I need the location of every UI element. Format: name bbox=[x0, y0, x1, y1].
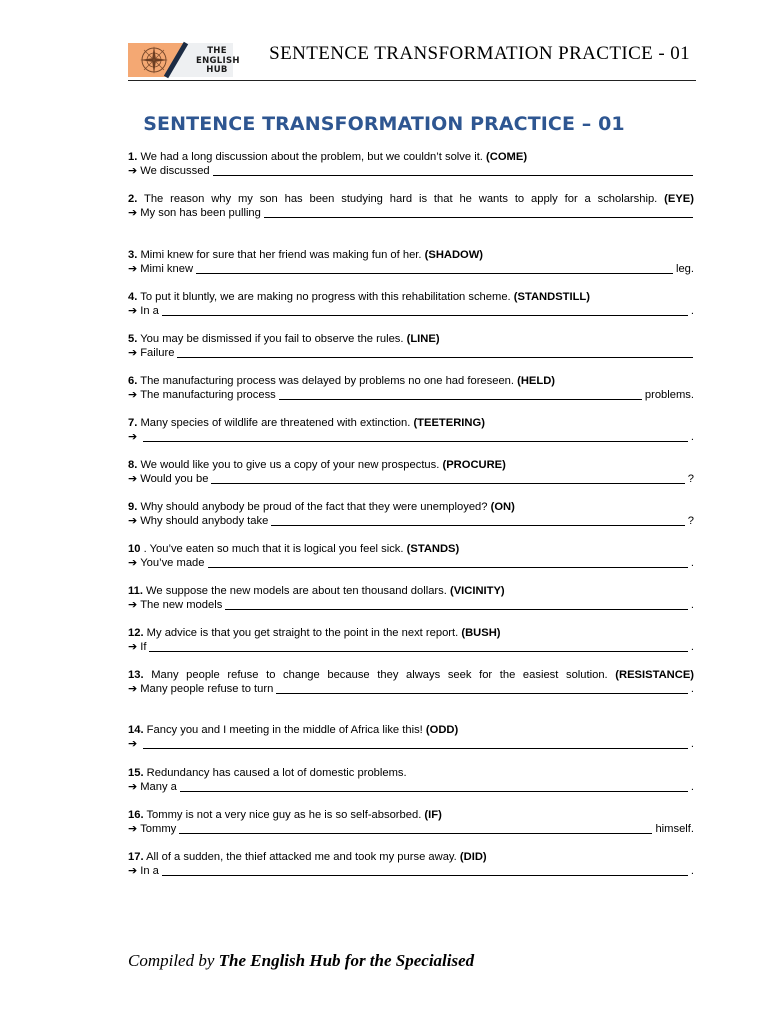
question-text: We would like you to give us a copy of your new prospectus. bbox=[140, 459, 440, 471]
answer-blank[interactable] bbox=[225, 599, 688, 610]
question-number: 6. bbox=[128, 375, 138, 387]
question-text: You may be dismissed if you fail to observe the rules. bbox=[140, 333, 404, 345]
question-item bbox=[128, 458, 694, 486]
question-prompt bbox=[128, 542, 694, 556]
page-header bbox=[128, 40, 696, 82]
arrow-icon: ➔ bbox=[128, 206, 138, 219]
question-number: 5. bbox=[128, 333, 138, 345]
answer-blank[interactable] bbox=[279, 389, 642, 400]
answer-blank[interactable] bbox=[179, 823, 652, 834]
answer-end: problems. bbox=[644, 389, 694, 401]
answer-start: The new models bbox=[140, 599, 223, 611]
answer-line bbox=[128, 640, 694, 654]
question-prompt bbox=[128, 416, 694, 430]
answer-line bbox=[128, 514, 694, 528]
answer-line bbox=[128, 822, 694, 836]
arrow-icon: ➔ bbox=[128, 346, 138, 359]
answer-line bbox=[128, 737, 694, 751]
answer-start: My son has been pulling bbox=[140, 207, 261, 219]
question-item bbox=[128, 150, 694, 178]
answer-start: Failure bbox=[140, 347, 175, 359]
answer-start: Many a bbox=[140, 781, 177, 793]
question-number: 7. bbox=[128, 417, 138, 429]
answer-end: . bbox=[690, 431, 694, 443]
answer-blank[interactable] bbox=[208, 557, 688, 568]
question-text: The reason why my son has been studying hard is that he wants to apply for a scholarship. bbox=[144, 193, 658, 205]
question-item bbox=[128, 290, 694, 318]
question-prompt bbox=[128, 766, 694, 780]
keyword: (STANDSTILL) bbox=[513, 291, 590, 303]
question-prompt bbox=[128, 374, 694, 388]
question-prompt bbox=[128, 248, 694, 262]
answer-end: . bbox=[690, 557, 694, 569]
question-number: 4. bbox=[128, 291, 138, 303]
answer-line bbox=[128, 864, 694, 878]
arrow-icon: ➔ bbox=[128, 164, 138, 177]
keyword: (STANDS) bbox=[406, 543, 460, 555]
answer-line bbox=[128, 304, 694, 318]
answer-blank[interactable] bbox=[264, 207, 693, 218]
keyword: (ON) bbox=[490, 501, 515, 513]
answer-end: . bbox=[690, 305, 694, 317]
question-number: 12. bbox=[128, 627, 144, 639]
answer-end: . bbox=[690, 683, 694, 695]
keyword: (IF) bbox=[424, 809, 442, 821]
answer-blank[interactable] bbox=[177, 347, 693, 358]
answer-end: ? bbox=[687, 515, 694, 527]
question-item bbox=[128, 584, 694, 612]
question-prompt bbox=[128, 458, 694, 472]
answer-start: The manufacturing process bbox=[140, 389, 276, 401]
question-number: 9. bbox=[128, 501, 138, 513]
answer-end: ? bbox=[687, 473, 694, 485]
question-number: 10 bbox=[128, 543, 141, 555]
question-number: 1. bbox=[128, 151, 138, 163]
keyword: (SHADOW) bbox=[424, 249, 484, 261]
arrow-icon: ➔ bbox=[128, 822, 138, 835]
question-prompt bbox=[128, 332, 694, 346]
question-text: My advice is that you get straight to the point in the next report. bbox=[146, 627, 459, 639]
answer-end: . bbox=[690, 738, 694, 750]
question-text: We had a long discussion about the problem, but we couldn’t solve it. bbox=[140, 151, 483, 163]
question-item bbox=[128, 500, 694, 528]
question-prompt bbox=[128, 808, 694, 822]
question-number: 17. bbox=[128, 851, 144, 863]
answer-start: You’ve made bbox=[140, 557, 205, 569]
question-number: 16. bbox=[128, 809, 144, 821]
question-item bbox=[128, 850, 694, 878]
question-number: 3. bbox=[128, 249, 138, 261]
question-number: 8. bbox=[128, 459, 138, 471]
arrow-icon: ➔ bbox=[128, 640, 138, 653]
question-prompt bbox=[128, 290, 694, 304]
keyword: (PROCURE) bbox=[442, 459, 506, 471]
answer-line bbox=[128, 206, 694, 220]
answer-line bbox=[128, 598, 694, 612]
question-text: We suppose the new models are about ten thousand dollars. bbox=[146, 585, 447, 597]
question-text: Mimi knew for sure that her friend was making fun of her. bbox=[140, 249, 422, 261]
arrow-icon: ➔ bbox=[128, 737, 138, 750]
question-number: 11. bbox=[128, 585, 143, 597]
answer-end: leg. bbox=[675, 263, 694, 275]
answer-start: In a bbox=[140, 305, 159, 317]
answer-line bbox=[128, 472, 694, 486]
arrow-icon: ➔ bbox=[128, 598, 138, 611]
arrow-icon: ➔ bbox=[128, 780, 138, 793]
question-item bbox=[128, 248, 694, 276]
answer-blank[interactable] bbox=[213, 165, 693, 176]
question-prompt bbox=[128, 192, 694, 206]
question-prompt bbox=[128, 626, 694, 640]
answer-line bbox=[128, 682, 694, 696]
question-item bbox=[128, 766, 694, 794]
logo: THE ENGLISH HUB bbox=[128, 43, 233, 77]
question-item bbox=[128, 668, 694, 696]
arrow-icon: ➔ bbox=[128, 430, 138, 443]
arrow-icon: ➔ bbox=[128, 682, 138, 695]
answer-end: . bbox=[690, 641, 694, 653]
question-text: . You’ve eaten so much that it is logical you feel sick. bbox=[143, 543, 404, 555]
question-item bbox=[128, 542, 694, 570]
keyword: (LINE) bbox=[406, 333, 440, 345]
answer-end: . bbox=[690, 865, 694, 877]
answer-line bbox=[128, 388, 694, 402]
question-prompt bbox=[128, 850, 694, 864]
answer-blank[interactable] bbox=[196, 263, 673, 274]
keyword: (BUSH) bbox=[461, 627, 501, 639]
question-prompt bbox=[128, 150, 694, 164]
answer-start: In a bbox=[140, 865, 159, 877]
keyword: (HELD) bbox=[517, 375, 556, 387]
question-text: All of a sudden, the thief attacked me and took my purse away. bbox=[146, 851, 457, 863]
footer-credit: Compiled by The English Hub for the Specialised bbox=[128, 951, 475, 970]
question-text: Redundancy has caused a lot of domestic problems. bbox=[146, 767, 407, 779]
answer-line bbox=[128, 262, 694, 276]
answer-blank[interactable] bbox=[211, 473, 684, 484]
question-text: Tommy is not a very nice guy as he is so self-absorbed. bbox=[146, 809, 422, 821]
answer-line bbox=[128, 346, 694, 360]
arrow-icon: ➔ bbox=[128, 556, 138, 569]
question-text: The manufacturing process was delayed by problems no one had foreseen. bbox=[140, 375, 515, 387]
question-text: Many people refuse to change because they always seek for the easiest solution. bbox=[151, 669, 608, 681]
arrow-icon: ➔ bbox=[128, 472, 138, 485]
question-text: Many species of wildlife are threatened with extinction. bbox=[140, 417, 411, 429]
question-item bbox=[128, 808, 694, 836]
question-number: 15. bbox=[128, 767, 144, 779]
question-item bbox=[128, 374, 694, 402]
answer-start: Why should anybody take bbox=[140, 515, 269, 527]
keyword: (DID) bbox=[459, 851, 487, 863]
question-text: Fancy you and I meeting in the middle of Africa like this! bbox=[146, 724, 423, 736]
answer-start: We discussed bbox=[140, 165, 210, 177]
answer-line bbox=[128, 780, 694, 794]
arrow-icon: ➔ bbox=[128, 388, 138, 401]
answer-blank[interactable] bbox=[143, 738, 688, 749]
answer-start: Tommy bbox=[140, 823, 177, 835]
answer-blank[interactable] bbox=[149, 641, 687, 652]
answer-line bbox=[128, 430, 694, 444]
header-divider bbox=[128, 80, 696, 81]
question-prompt bbox=[128, 668, 694, 682]
page-title: SENTENCE TRANSFORMATION PRACTICE – 01 bbox=[143, 113, 625, 135]
answer-blank[interactable] bbox=[271, 515, 684, 526]
answer-line bbox=[128, 164, 694, 178]
header-title: SENTENCE TRANSFORMATION PRACTICE - 01 bbox=[269, 43, 690, 64]
question-number: 14. bbox=[128, 724, 144, 736]
answer-blank[interactable] bbox=[180, 781, 688, 792]
answer-blank[interactable] bbox=[143, 431, 688, 442]
answer-start: Many people refuse to turn bbox=[140, 683, 274, 695]
question-item bbox=[128, 723, 694, 751]
question-text: Why should anybody be proud of the fact that they were unemployed? bbox=[140, 501, 488, 513]
keyword: (RESISTANCE) bbox=[615, 669, 695, 681]
question-item bbox=[128, 332, 694, 360]
answer-start: If bbox=[140, 641, 147, 653]
keyword: (COME) bbox=[486, 151, 528, 163]
keyword: (TEETERING) bbox=[413, 417, 485, 429]
answer-start: Would you be bbox=[140, 473, 209, 485]
keyword: (ODD) bbox=[425, 724, 459, 736]
question-item bbox=[128, 416, 694, 444]
answer-line bbox=[128, 556, 694, 570]
question-text: To put it bluntly, we are making no progress with this rehabilitation scheme. bbox=[140, 291, 511, 303]
question-number: 2. bbox=[128, 193, 138, 205]
answer-end: . bbox=[690, 599, 694, 611]
arrow-icon: ➔ bbox=[128, 262, 138, 275]
keyword: (EYE) bbox=[664, 193, 694, 205]
answer-end: himself. bbox=[655, 823, 694, 835]
arrow-icon: ➔ bbox=[128, 864, 138, 877]
question-item bbox=[128, 192, 694, 220]
answer-start: Mimi knew bbox=[140, 263, 194, 275]
arrow-icon: ➔ bbox=[128, 514, 138, 527]
answer-end: . bbox=[690, 781, 694, 793]
question-number: 13. bbox=[128, 669, 144, 681]
question-prompt bbox=[128, 723, 694, 737]
question-prompt bbox=[128, 500, 694, 514]
keyword: (VICINITY) bbox=[449, 585, 505, 597]
answer-blank[interactable] bbox=[162, 865, 688, 876]
question-item bbox=[128, 626, 694, 654]
arrow-icon: ➔ bbox=[128, 304, 138, 317]
answer-blank[interactable] bbox=[276, 683, 688, 694]
answer-blank[interactable] bbox=[162, 305, 688, 316]
question-prompt bbox=[128, 584, 694, 598]
